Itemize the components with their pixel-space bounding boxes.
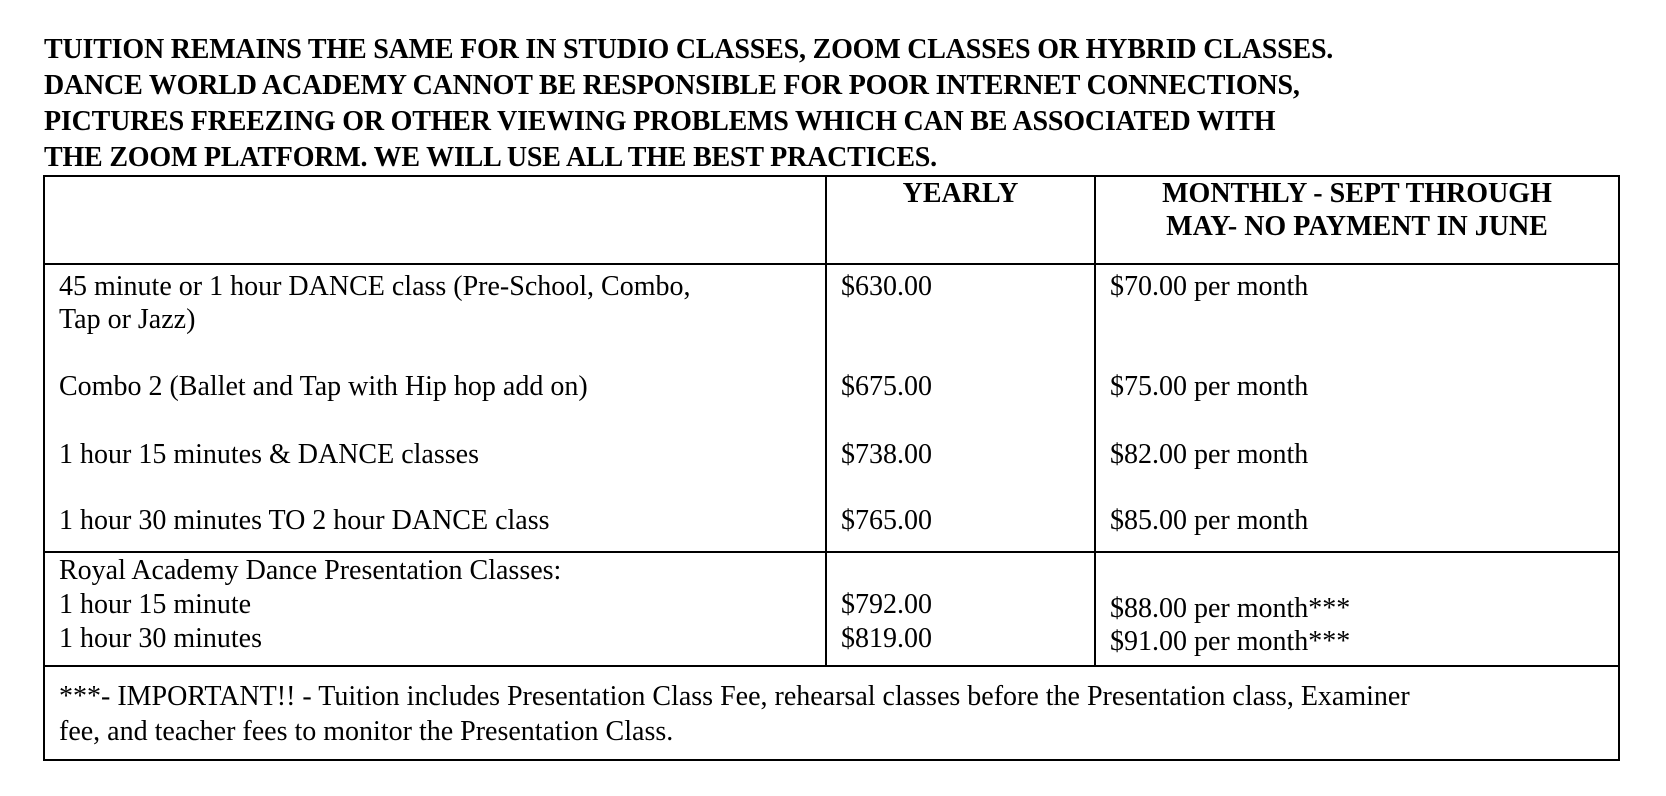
class-column bbox=[44, 264, 826, 552]
notice-line: DANCE WORLD ACADEMY CANNOT BE RESPONSIBLE FOR POOR INTERNET CONNECTIONS, bbox=[44, 70, 1300, 101]
yearly-price: $819.00 bbox=[841, 623, 932, 654]
monthly-price: $82.00 per month bbox=[1110, 439, 1309, 470]
rad-title: Royal Academy Dance Presentation Classes: bbox=[59, 555, 562, 586]
header-yearly-label: YEARLY bbox=[902, 178, 1019, 209]
important-note bbox=[44, 666, 1619, 760]
class-name: 1 hour 15 minute bbox=[59, 589, 252, 620]
notice-line: PICTURES FREEZING OR OTHER VIEWING PROBLEMS WHICH CAN BE ASSOCIATED WITH bbox=[44, 106, 1276, 137]
yearly-price: $792.00 bbox=[841, 589, 932, 620]
header-class bbox=[44, 176, 826, 264]
table-row-rad bbox=[44, 552, 1619, 666]
rad-yearly-column bbox=[826, 552, 1095, 666]
yearly-column bbox=[826, 264, 1095, 552]
monthly-price: $75.00 per month bbox=[1110, 371, 1309, 402]
header-yearly bbox=[826, 176, 1095, 264]
tuition-table bbox=[43, 175, 1620, 761]
notice-line: THE ZOOM PLATFORM. WE WILL USE ALL THE BEST PRACTICES. bbox=[44, 142, 937, 173]
note-line: fee, and teacher fees to monitor the Presentation Class. bbox=[59, 716, 674, 747]
monthly-column bbox=[1095, 264, 1619, 552]
note-line: ***- IMPORTANT!! - Tuition includes Presentation Class Fee, rehearsal classes before the Presentation class, Examiner bbox=[59, 681, 1410, 712]
header-monthly bbox=[1095, 176, 1619, 264]
class-name: Combo 2 (Ballet and Tap with Hip hop add on) bbox=[59, 371, 588, 402]
yearly-price: $630.00 bbox=[841, 271, 932, 302]
table-header-row bbox=[44, 176, 1619, 264]
monthly-price: $85.00 per month bbox=[1110, 505, 1309, 536]
header-monthly-line2: MAY- NO PAYMENT IN JUNE bbox=[1166, 211, 1548, 242]
monthly-price: $88.00 per month*** bbox=[1110, 593, 1351, 624]
class-name-cont: Tap or Jazz) bbox=[59, 304, 196, 335]
class-name: 1 hour 15 minutes & DANCE classes bbox=[59, 439, 479, 470]
table-row-note bbox=[44, 666, 1619, 760]
rad-class-column bbox=[44, 552, 826, 666]
header-monthly-line1: MONTHLY - SEPT THROUGH bbox=[1162, 178, 1552, 209]
monthly-price: $70.00 per month bbox=[1110, 271, 1309, 302]
table-row-group-standard bbox=[44, 264, 1619, 552]
class-name: 45 minute or 1 hour DANCE class (Pre-School, Combo, bbox=[59, 271, 691, 302]
class-name: 1 hour 30 minutes bbox=[59, 623, 262, 654]
monthly-price: $91.00 per month*** bbox=[1110, 626, 1351, 657]
tuition-notice bbox=[44, 32, 1604, 176]
yearly-price: $765.00 bbox=[841, 505, 932, 536]
yearly-price: $675.00 bbox=[841, 371, 932, 402]
rad-monthly-column bbox=[1095, 552, 1619, 666]
notice-line: TUITION REMAINS THE SAME FOR IN STUDIO CLASSES, ZOOM CLASSES OR HYBRID CLASSES. bbox=[44, 34, 1334, 65]
class-name: 1 hour 30 minutes TO 2 hour DANCE class bbox=[59, 505, 550, 536]
yearly-price: $738.00 bbox=[841, 439, 932, 470]
